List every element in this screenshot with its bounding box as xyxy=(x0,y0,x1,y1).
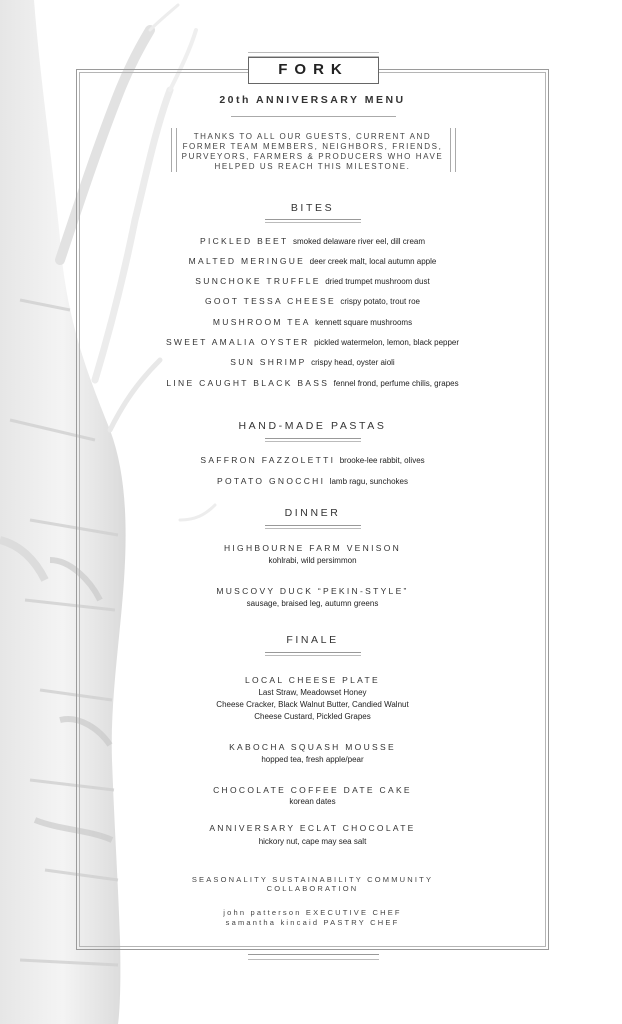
bottom-lines xyxy=(248,954,379,960)
dish-name: SWEET AMALIA OYSTER xyxy=(165,337,310,347)
dinner-dish-1-desc: kohlrabi, wild persimmon xyxy=(268,556,357,565)
finale-dish-1-line-3: Cheese Custard, Pickled Grapes xyxy=(254,712,371,721)
dish-description: kennett square mushrooms xyxy=(315,318,413,327)
dish-name: POTATO GNOCCHI xyxy=(217,476,326,486)
bites-item-4 xyxy=(79,296,546,306)
thanks-line-4: HELPED US REACH THIS MILESTONE. xyxy=(214,162,411,171)
subtitle-rule xyxy=(231,116,396,117)
finale-dish-1: LOCAL CHEESE PLATE xyxy=(245,675,380,685)
finale-dish-3: CHOCOLATE COFFEE DATE CAKE xyxy=(213,785,412,795)
bites-item-2 xyxy=(79,256,546,266)
finale-dish-1-line-2: Cheese Cracker, Black Walnut Butter, Candied Walnut xyxy=(216,700,409,709)
bites-item-5 xyxy=(79,317,546,327)
dish-name: SUN SHRIMP xyxy=(230,357,307,367)
bites-item-1 xyxy=(79,236,546,246)
finale-dish-4-desc: hickory nut, cape may sea salt xyxy=(258,837,367,846)
menu-content xyxy=(79,0,546,1024)
bites-item-7 xyxy=(79,357,546,367)
dish-description: crispy head, oyster aioli xyxy=(311,358,395,367)
finale-dish-4: ANNIVERSARY ECLAT CHOCOLATE xyxy=(209,823,416,833)
pastas-item-1 xyxy=(79,455,546,465)
pastas-item-2 xyxy=(79,476,546,486)
dish-description: smoked delaware river eel, dill cream xyxy=(292,237,426,246)
dinner-dish-2-desc: sausage, braised leg, autumn greens xyxy=(246,599,379,608)
thanks-line-3: PURVEYORS, FARMERS & PRODUCERS WHO HAVE xyxy=(181,152,444,161)
dish-description: brooke-lee rabbit, olives xyxy=(339,456,425,465)
section-title-finale: FINALE xyxy=(286,634,339,646)
executive-chef: john patterson EXECUTIVE CHEF xyxy=(223,908,402,917)
dish-description: lamb ragu, sunchokes xyxy=(329,477,408,486)
menu-subtitle: 20th ANNIVERSARY MENU xyxy=(219,94,406,106)
dish-name: PICKLED BEET xyxy=(199,236,289,246)
dish-description: fennel frond, perfume chilis, grapes xyxy=(333,379,459,388)
finale-dish-2-desc: hopped tea, fresh apple/pear xyxy=(261,755,364,764)
logo-text: FORK xyxy=(278,61,349,78)
dish-name: MUSHROOM TEA xyxy=(212,317,311,327)
logo-box xyxy=(248,57,379,84)
section-title-bites: BITES xyxy=(290,202,335,214)
thanks-line-1: THANKS TO ALL OUR GUESTS, CURRENT AND xyxy=(193,132,432,141)
finale-rule xyxy=(265,652,361,656)
bites-item-8 xyxy=(79,378,546,388)
dinner-dish-2: MUSCOVY DUCK “PEKIN-STYLE” xyxy=(216,586,409,596)
thanks-line-2: FORMER TEAM MEMBERS, NEIGHBORS, FRIENDS, xyxy=(182,142,443,151)
dish-description: pickled watermelon, lemon, black pepper xyxy=(314,338,460,347)
dinner-rule xyxy=(265,525,361,529)
section-title-pastas: HAND-MADE PASTAS xyxy=(238,420,387,432)
dish-description: dried trumpet mushroom dust xyxy=(325,277,430,286)
dish-description: deer creek malt, local autumn apple xyxy=(309,257,437,266)
pastas-rule xyxy=(265,438,361,442)
values-line-1: SEASONALITY SUSTAINABILITY COMMUNITY xyxy=(191,875,434,884)
dish-name: GOOT TESSA CHEESE xyxy=(205,296,336,306)
dish-description: crispy potato, trout roe xyxy=(340,297,420,306)
bites-item-6 xyxy=(79,337,546,347)
section-title-dinner: DINNER xyxy=(284,507,341,519)
finale-dish-2: KABOCHA SQUASH MOUSSE xyxy=(229,742,396,752)
finale-dish-3-desc: korean dates xyxy=(289,797,336,806)
bites-item-3 xyxy=(79,276,546,286)
pastry-chef: samantha kincaid PASTRY CHEF xyxy=(225,918,400,927)
finale-dish-1-line-1: Last Straw, Meadowset Honey xyxy=(258,688,367,697)
dish-name: SAFFRON FAZZOLETTI xyxy=(200,455,336,465)
dish-name: MALTED MERINGUE xyxy=(188,256,306,266)
dinner-dish-1: HIGHBOURNE FARM VENISON xyxy=(223,543,402,553)
dish-name: LINE CAUGHT BLACK BASS xyxy=(166,378,330,388)
values-line-2: COLLABORATION xyxy=(266,884,359,893)
dish-name: SUNCHOKE TRUFFLE xyxy=(195,276,321,286)
bites-rule xyxy=(265,219,361,223)
